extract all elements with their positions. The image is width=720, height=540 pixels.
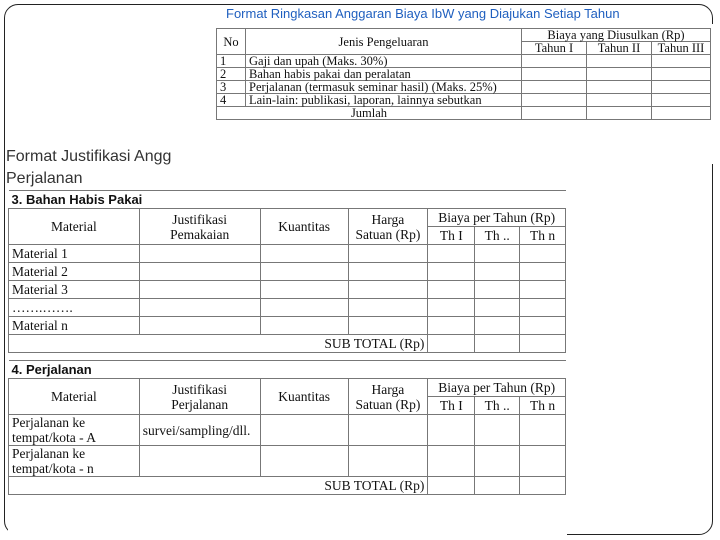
subtotal-label: SUB TOTAL (Rp) [9,477,428,495]
header-year-1: Th I [428,397,475,415]
total-label: Jumlah [217,107,522,120]
row-label: Gaji dan upah (Maks. 30%) [246,55,522,68]
perjalanan-justifikasi [139,446,260,477]
header-year-2: Th .. [475,397,520,415]
detail-table-container [8,190,567,536]
header-biaya: Biaya yang Diusulkan (Rp) [522,29,711,42]
perjalanan-justifikasi: survei/sampling/dll. [139,415,260,446]
header-year-1: Th I [428,227,475,245]
heading-line-1: Format Justifikasi Angg [6,148,172,165]
row-label: Lain-lain: publikasi, laporan, lainnya sebutkan [246,94,522,107]
material-label: Material n [9,317,140,335]
header-year-3: Th n [520,397,566,415]
header-justifikasi: Justifikasi Perjalanan [139,379,260,415]
total-row [217,107,711,120]
header-year-2: Tahun II [587,42,652,55]
perjalanan-label: Perjalanan ke tempat/kota - n [9,446,140,477]
header-kuantitas: Kuantitas [260,209,348,245]
summary-title: Format Ringkasan Anggaran Biaya IbW yang Diajukan Setiap Tahun [226,6,620,21]
summary-table-container [210,24,714,164]
subtotal-label: SUB TOTAL (Rp) [9,335,428,353]
table-row [9,415,566,446]
header-biaya: Biaya per Tahun (Rp) [428,209,566,227]
row-no: 1 [217,55,246,68]
header-harga: Harga Satuan (Rp) [348,209,428,245]
section-title-perjalanan: 4. Perjalanan [9,361,566,379]
header-justifikasi: Justifikasi Pemakaian [139,209,260,245]
table-row [217,55,711,68]
table-row [217,81,711,94]
row-no: 4 [217,94,246,107]
header-kuantitas: Kuantitas [260,379,348,415]
material-label: Material 1 [9,245,140,263]
material-label: Material 3 [9,281,140,299]
table-row [9,245,566,263]
header-year-3: Tahun III [652,42,711,55]
header-jenis: Jenis Pengeluaran [246,29,522,55]
header-material: Material [9,209,140,245]
row-no: 2 [217,68,246,81]
summary-table [216,28,711,120]
material-label: Material 2 [9,263,140,281]
subtotal-row [9,477,566,495]
subtotal-row [9,335,566,353]
heading-line-2: Perjalanan [6,170,83,187]
justifikasi-heading [6,146,171,190]
header-no: No [217,29,246,55]
table-row [9,281,566,299]
header-biaya: Biaya per Tahun (Rp) [428,379,566,397]
header-harga: Harga Satuan (Rp) [348,379,428,415]
header-material: Material [9,379,140,415]
detail-table [8,190,566,495]
section-title-bahan: 3. Bahan Habis Pakai [9,191,566,209]
table-row [9,317,566,335]
table-row [9,263,566,281]
table-row [217,68,711,81]
row-label: Bahan habis pakai dan peralatan [246,68,522,81]
header-year-1: Tahun I [522,42,587,55]
table-row [9,299,566,317]
perjalanan-label: Perjalanan ke tempat/kota - A [9,415,140,446]
row-no: 3 [217,81,246,94]
table-row [9,446,566,477]
header-year-2: Th .. [475,227,520,245]
material-label: …….……. [9,299,140,317]
row-label: Perjalanan (termasuk seminar hasil) (Maks. 25%) [246,81,522,94]
table-row [217,94,711,107]
header-year-3: Th n [520,227,566,245]
